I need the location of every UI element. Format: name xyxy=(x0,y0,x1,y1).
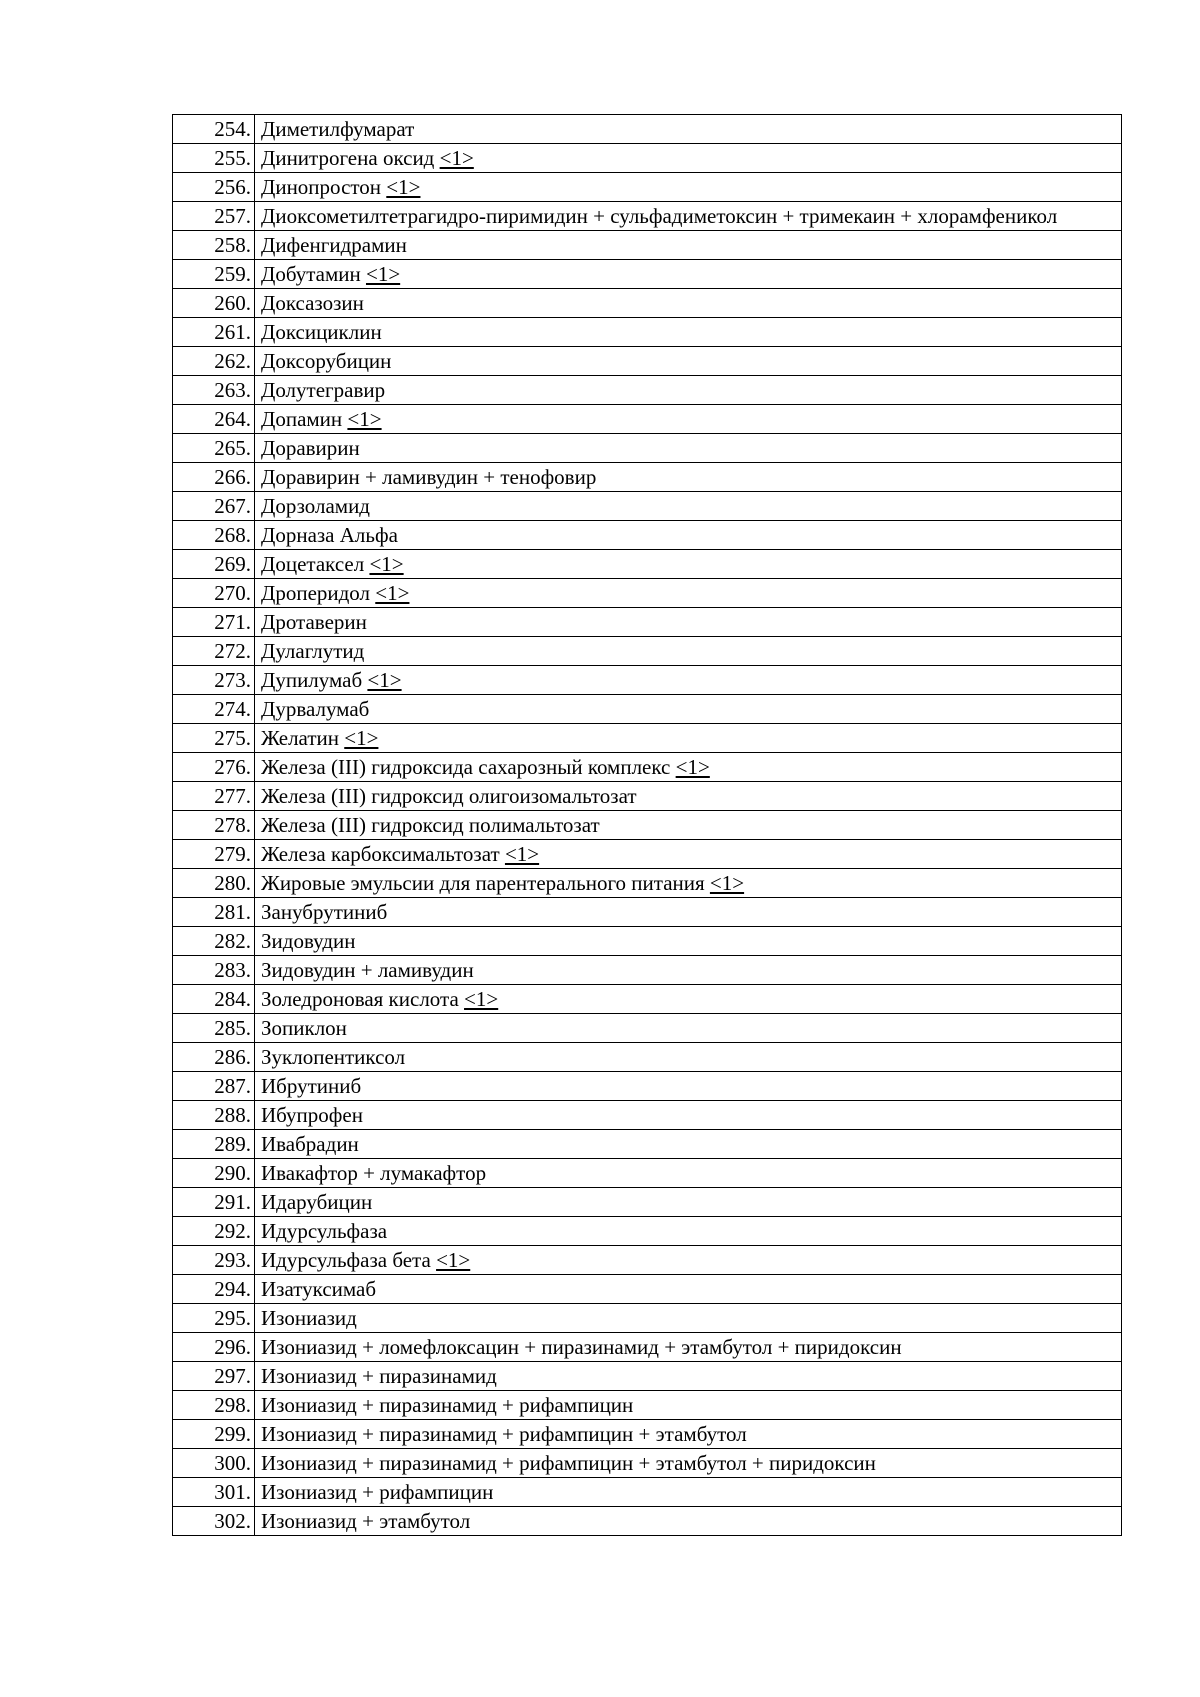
drug-name-cell xyxy=(255,260,1122,289)
row-number: 260. xyxy=(173,289,255,318)
table-row xyxy=(173,666,1122,695)
drug-name: Зидовудин + ламивудин xyxy=(261,958,474,982)
drug-name-cell xyxy=(255,1333,1122,1362)
table-row xyxy=(173,1304,1122,1333)
drug-name-cell xyxy=(255,1507,1122,1536)
table-row xyxy=(173,1043,1122,1072)
table-row xyxy=(173,289,1122,318)
row-number: 257. xyxy=(173,202,255,231)
table-row xyxy=(173,1478,1122,1507)
drug-name: Дроперидол xyxy=(261,581,371,605)
drug-name-cell xyxy=(255,666,1122,695)
table-row xyxy=(173,115,1122,144)
drug-name: Зопиклон xyxy=(261,1016,347,1040)
row-number: 287. xyxy=(173,1072,255,1101)
drug-name: Изониазид + пиразинамид xyxy=(261,1364,497,1388)
drug-name: Дулаглутид xyxy=(261,639,365,663)
table-row xyxy=(173,173,1122,202)
row-number: 282. xyxy=(173,927,255,956)
drug-name-cell xyxy=(255,492,1122,521)
row-number: 296. xyxy=(173,1333,255,1362)
row-number: 265. xyxy=(173,434,255,463)
row-number: 301. xyxy=(173,1478,255,1507)
drug-name-cell xyxy=(255,1159,1122,1188)
drug-name: Дорзоламид xyxy=(261,494,370,518)
row-number: 259. xyxy=(173,260,255,289)
drug-name-cell xyxy=(255,318,1122,347)
table-row xyxy=(173,608,1122,637)
drug-name-cell xyxy=(255,347,1122,376)
drug-name: Дротаверин xyxy=(261,610,367,634)
row-number: 280. xyxy=(173,869,255,898)
table-row xyxy=(173,1188,1122,1217)
drug-name: Изониазид + пиразинамид + рифампицин xyxy=(261,1393,634,1417)
table-row xyxy=(173,1130,1122,1159)
drug-name-cell xyxy=(255,956,1122,985)
drug-name-cell xyxy=(255,1246,1122,1275)
table-row xyxy=(173,1072,1122,1101)
drug-name-cell xyxy=(255,753,1122,782)
row-number: 271. xyxy=(173,608,255,637)
table-row xyxy=(173,434,1122,463)
table-row xyxy=(173,376,1122,405)
drug-name: Железа (III) гидроксида сахарозный комплекс xyxy=(261,755,671,779)
drug-name: Ивакафтор + лумакафтор xyxy=(261,1161,487,1185)
drug-name: Зуклопентиксол xyxy=(261,1045,406,1069)
drug-name: Железа карбоксимальтозат xyxy=(261,842,500,866)
table-row xyxy=(173,782,1122,811)
drug-name: Железа (III) гидроксид полимальтозат xyxy=(261,813,600,837)
row-number: 278. xyxy=(173,811,255,840)
drug-name: Дурвалумаб xyxy=(261,697,370,721)
table-row xyxy=(173,492,1122,521)
row-number: 286. xyxy=(173,1043,255,1072)
row-number: 268. xyxy=(173,521,255,550)
row-number: 258. xyxy=(173,231,255,260)
row-number: 269. xyxy=(173,550,255,579)
drug-name-cell xyxy=(255,1420,1122,1449)
drug-name: Доксорубицин xyxy=(261,349,392,373)
footnote-link[interactable]: <1> xyxy=(504,842,540,866)
drug-name: Долутегравир xyxy=(261,378,386,402)
row-number: 266. xyxy=(173,463,255,492)
row-number: 272. xyxy=(173,637,255,666)
table-row xyxy=(173,579,1122,608)
drug-name: Дифенгидрамин xyxy=(261,233,407,257)
drug-name: Изониазид + ломефлоксацин + пиразинамид + этамбутол + пиридоксин xyxy=(261,1335,902,1359)
drug-name: Доцетаксел xyxy=(261,552,365,576)
drug-name: Изониазид + этамбутол xyxy=(261,1509,471,1533)
drug-name: Дорназа Альфа xyxy=(261,523,398,547)
drug-name: Диоксометилтетрагидро-пиримидин + сульфадиметоксин + тримекаин + хлорамфеникол xyxy=(261,204,1058,228)
table-row xyxy=(173,1246,1122,1275)
row-number: 298. xyxy=(173,1391,255,1420)
drug-name-cell xyxy=(255,1217,1122,1246)
drug-name-cell xyxy=(255,608,1122,637)
drug-name-cell xyxy=(255,202,1122,231)
drug-name: Идарубицин xyxy=(261,1190,373,1214)
drug-name-cell xyxy=(255,173,1122,202)
drug-name: Диметилфумарат xyxy=(261,117,415,141)
table-row xyxy=(173,405,1122,434)
table-row xyxy=(173,202,1122,231)
row-number: 290. xyxy=(173,1159,255,1188)
drug-name-cell xyxy=(255,1130,1122,1159)
drug-name: Доравирин + ламивудин + тенофовир xyxy=(261,465,597,489)
table-row xyxy=(173,869,1122,898)
footnote-link[interactable]: <1> xyxy=(675,755,710,779)
drug-name-cell xyxy=(255,1101,1122,1130)
row-number: 294. xyxy=(173,1275,255,1304)
drug-name-cell xyxy=(255,115,1122,144)
drug-name-cell xyxy=(255,405,1122,434)
drug-name: Динитрогена оксид xyxy=(261,146,435,170)
drug-name: Идурсульфаза xyxy=(261,1219,388,1243)
drug-list-table xyxy=(172,114,1122,1536)
table-row xyxy=(173,1420,1122,1449)
table-row xyxy=(173,724,1122,753)
drug-name: Золедроновая кислота xyxy=(261,987,459,1011)
drug-name-cell xyxy=(255,1478,1122,1507)
row-number: 276. xyxy=(173,753,255,782)
drug-name-cell xyxy=(255,231,1122,260)
drug-name: Допамин xyxy=(261,407,343,431)
row-number: 270. xyxy=(173,579,255,608)
drug-name: Динопростон xyxy=(261,175,382,199)
drug-name-cell xyxy=(255,927,1122,956)
row-number: 285. xyxy=(173,1014,255,1043)
row-number: 302. xyxy=(173,1507,255,1536)
footnote-link[interactable]: <1> xyxy=(347,407,382,431)
footnote-link[interactable]: <1> xyxy=(369,552,404,576)
row-number: 293. xyxy=(173,1246,255,1275)
row-number: 279. xyxy=(173,840,255,869)
footnote-link[interactable]: <1> xyxy=(367,668,402,692)
table-body xyxy=(173,115,1122,1536)
footnote-link[interactable]: <1> xyxy=(365,262,401,286)
drug-name: Ибрутиниб xyxy=(261,1074,362,1098)
footnote-link[interactable]: <1> xyxy=(436,1248,471,1272)
table-row xyxy=(173,811,1122,840)
table-row xyxy=(173,1217,1122,1246)
table-row xyxy=(173,840,1122,869)
drug-name-cell xyxy=(255,1362,1122,1391)
drug-name: Изониазид + рифампицин xyxy=(261,1480,494,1504)
row-number: 289. xyxy=(173,1130,255,1159)
drug-name-cell xyxy=(255,869,1122,898)
drug-name-cell xyxy=(255,1188,1122,1217)
drug-name-cell xyxy=(255,1304,1122,1333)
row-number: 262. xyxy=(173,347,255,376)
drug-name-cell xyxy=(255,434,1122,463)
row-number: 274. xyxy=(173,695,255,724)
drug-name-cell xyxy=(255,1043,1122,1072)
table-row xyxy=(173,1507,1122,1536)
drug-name: Изатуксимаб xyxy=(261,1277,377,1301)
row-number: 292. xyxy=(173,1217,255,1246)
drug-name: Железа (III) гидроксид олигоизомальтозат xyxy=(261,784,637,808)
footnote-link[interactable]: <1> xyxy=(375,581,410,605)
table-row xyxy=(173,1014,1122,1043)
row-number: 255. xyxy=(173,144,255,173)
table-row xyxy=(173,695,1122,724)
drug-name: Доксициклин xyxy=(261,320,382,344)
row-number: 273. xyxy=(173,666,255,695)
row-number: 284. xyxy=(173,985,255,1014)
footnote-link[interactable]: <1> xyxy=(464,987,499,1011)
table-row xyxy=(173,1159,1122,1188)
drug-name-cell xyxy=(255,782,1122,811)
drug-name-cell xyxy=(255,695,1122,724)
table-row xyxy=(173,1333,1122,1362)
table-row xyxy=(173,260,1122,289)
drug-name: Изониазид + пиразинамид + рифампицин + этамбутол + пиридоксин xyxy=(261,1451,876,1475)
row-number: 264. xyxy=(173,405,255,434)
footnote-link[interactable]: <1> xyxy=(386,175,421,199)
drug-name-cell xyxy=(255,1449,1122,1478)
drug-name: Ибупрофен xyxy=(261,1103,363,1127)
drug-name-cell xyxy=(255,811,1122,840)
drug-name-cell xyxy=(255,463,1122,492)
drug-name-cell xyxy=(255,1391,1122,1420)
drug-name: Желатин xyxy=(261,726,339,750)
row-number: 263. xyxy=(173,376,255,405)
table-row xyxy=(173,1449,1122,1478)
row-number: 261. xyxy=(173,318,255,347)
row-number: 288. xyxy=(173,1101,255,1130)
drug-name-cell xyxy=(255,898,1122,927)
table-row xyxy=(173,1101,1122,1130)
drug-name: Идурсульфаза бета xyxy=(261,1248,431,1272)
row-number: 254. xyxy=(173,115,255,144)
drug-name-cell xyxy=(255,724,1122,753)
table-row xyxy=(173,753,1122,782)
drug-name-cell xyxy=(255,840,1122,869)
drug-name: Доксазозин xyxy=(261,291,364,315)
table-row xyxy=(173,318,1122,347)
row-number: 283. xyxy=(173,956,255,985)
table-row xyxy=(173,985,1122,1014)
footnote-link[interactable]: <1> xyxy=(439,146,474,170)
table-row xyxy=(173,1391,1122,1420)
footnote-link[interactable]: <1> xyxy=(344,726,379,750)
drug-name: Ивабрадин xyxy=(261,1132,359,1156)
drug-name: Зидовудин xyxy=(261,929,356,953)
drug-name: Занубрутиниб xyxy=(261,900,388,924)
drug-name-cell xyxy=(255,1014,1122,1043)
row-number: 256. xyxy=(173,173,255,202)
table-row xyxy=(173,550,1122,579)
drug-name: Доравирин xyxy=(261,436,360,460)
drug-name-cell xyxy=(255,289,1122,318)
row-number: 281. xyxy=(173,898,255,927)
drug-name-cell xyxy=(255,521,1122,550)
table-row xyxy=(173,144,1122,173)
table-row xyxy=(173,637,1122,666)
drug-name: Изониазид + пиразинамид + рифампицин + этамбутол xyxy=(261,1422,747,1446)
row-number: 277. xyxy=(173,782,255,811)
drug-name-cell xyxy=(255,1072,1122,1101)
row-number: 300. xyxy=(173,1449,255,1478)
table-row xyxy=(173,927,1122,956)
drug-name: Изониазид xyxy=(261,1306,357,1330)
row-number: 297. xyxy=(173,1362,255,1391)
drug-name: Дупилумаб xyxy=(261,668,363,692)
table-row xyxy=(173,231,1122,260)
drug-name-cell xyxy=(255,579,1122,608)
table-row xyxy=(173,521,1122,550)
drug-name-cell xyxy=(255,637,1122,666)
drug-name-cell xyxy=(255,1275,1122,1304)
row-number: 299. xyxy=(173,1420,255,1449)
table-row xyxy=(173,898,1122,927)
table-row xyxy=(173,956,1122,985)
drug-name-cell xyxy=(255,985,1122,1014)
row-number: 295. xyxy=(173,1304,255,1333)
row-number: 291. xyxy=(173,1188,255,1217)
drug-name-cell xyxy=(255,144,1122,173)
table-row xyxy=(173,347,1122,376)
drug-name-cell xyxy=(255,550,1122,579)
row-number: 275. xyxy=(173,724,255,753)
footnote-link[interactable]: <1> xyxy=(709,871,745,895)
drug-name: Добутамин xyxy=(261,262,361,286)
table-row xyxy=(173,1275,1122,1304)
table-row xyxy=(173,463,1122,492)
drug-name: Жировые эмульсии для парентерального питания xyxy=(261,871,705,895)
drug-name-cell xyxy=(255,376,1122,405)
row-number: 267. xyxy=(173,492,255,521)
table-row xyxy=(173,1362,1122,1391)
